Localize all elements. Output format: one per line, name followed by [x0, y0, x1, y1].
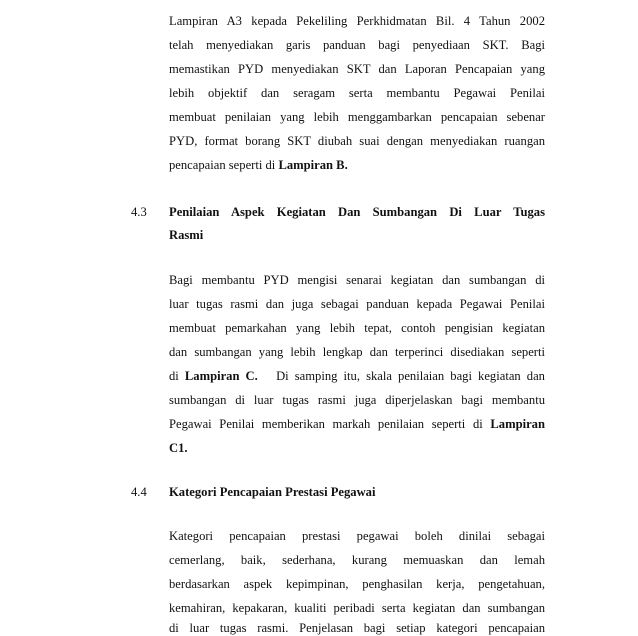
section-4-3-heading-line-1: Penilaian Aspek Kegiatan Dan Sumbangan Di Luar Tugas [169, 205, 545, 219]
s43-line-1: Bagi membantu PYD mengisi senarai kegiatan dan sumbangan di [169, 273, 545, 287]
s43-line-3: membuat pemarkahan yang lebih tepat, contoh pengisian kegiatan [169, 321, 545, 335]
section-4-3-heading-line-2: Rasmi [169, 228, 204, 242]
intro-line-7 [169, 157, 545, 173]
lampiran-b-ref: Lampiran B. [278, 158, 348, 172]
s44-line-1: Kategori pencapaian prestasi pegawai boleh dinilai sebagai [169, 529, 545, 543]
lampiran-c-ref: Lampiran C. [184, 369, 258, 383]
s43-line-7 [169, 416, 545, 432]
section-4-4-heading: Kategori Pencapaian Prestasi Pegawai [169, 485, 376, 499]
intro-line-6: PYD, format borang SKT diubah suai dengan menyediakan ruangan [169, 134, 545, 148]
intro-line-3: memastikan PYD menyediakan SKT dan Laporan Pencapaian yang [169, 62, 545, 76]
intro-line-4: lebih objektif dan seragam serta membantu Pegawai Penilai [169, 86, 545, 100]
intro-line-2: telah menyediakan garis panduan bagi penyediaan SKT. Bagi [169, 38, 545, 52]
s44-line-2: cemerlang, baik, sederhana, kurang memuaskan dan lemah [169, 553, 545, 567]
intro-line-1: Lampiran A3 kepada Pekeliling Perkhidmatan Bil. 4 Tahun 2002 [169, 14, 545, 28]
s43-line-5-pre: di [169, 369, 185, 383]
s43-line-5-post: Di samping itu, skala penilaian bagi kegiatan dan [257, 369, 545, 383]
intro-line-7-text: pencapaian seperti di [169, 158, 279, 172]
s43-line-6: sumbangan di luar tugas rasmi juga diperjelaskan bagi membantu [169, 393, 545, 407]
section-4-3-number: 4.3 [131, 205, 147, 219]
s43-line-2: luar tugas rasmi dan juga sebagai panduan kepada Pegawai Penilai [169, 297, 545, 311]
lampiran-c1-ref-part-1: Lampiran [490, 417, 545, 431]
intro-line-5: membuat penilaian yang lebih menggambarkan pencapaian sebenar [169, 110, 545, 124]
section-4-4-number: 4.4 [131, 485, 147, 499]
s43-line-4: dan sumbangan yang lebih lengkap dan terperinci disediakan seperti [169, 345, 545, 359]
s43-line-8 [169, 440, 545, 456]
s44-line-3: berdasarkan aspek kepimpinan, penghasilan kerja, pengetahuan, [169, 577, 545, 591]
s43-line-7-pre: Pegawai Penilai memberikan markah penilaian seperti di [169, 417, 491, 431]
lampiran-c1-ref-part-2: C1. [169, 441, 188, 455]
s43-line-5 [169, 368, 545, 384]
s44-line-4: kemahiran, kepakaran, kualiti peribadi serta kegiatan dan sumbangan [169, 601, 545, 615]
s44-line-5: di luar tugas rasmi. Penjelasan bagi setiap kategori pencapaian [169, 621, 545, 635]
